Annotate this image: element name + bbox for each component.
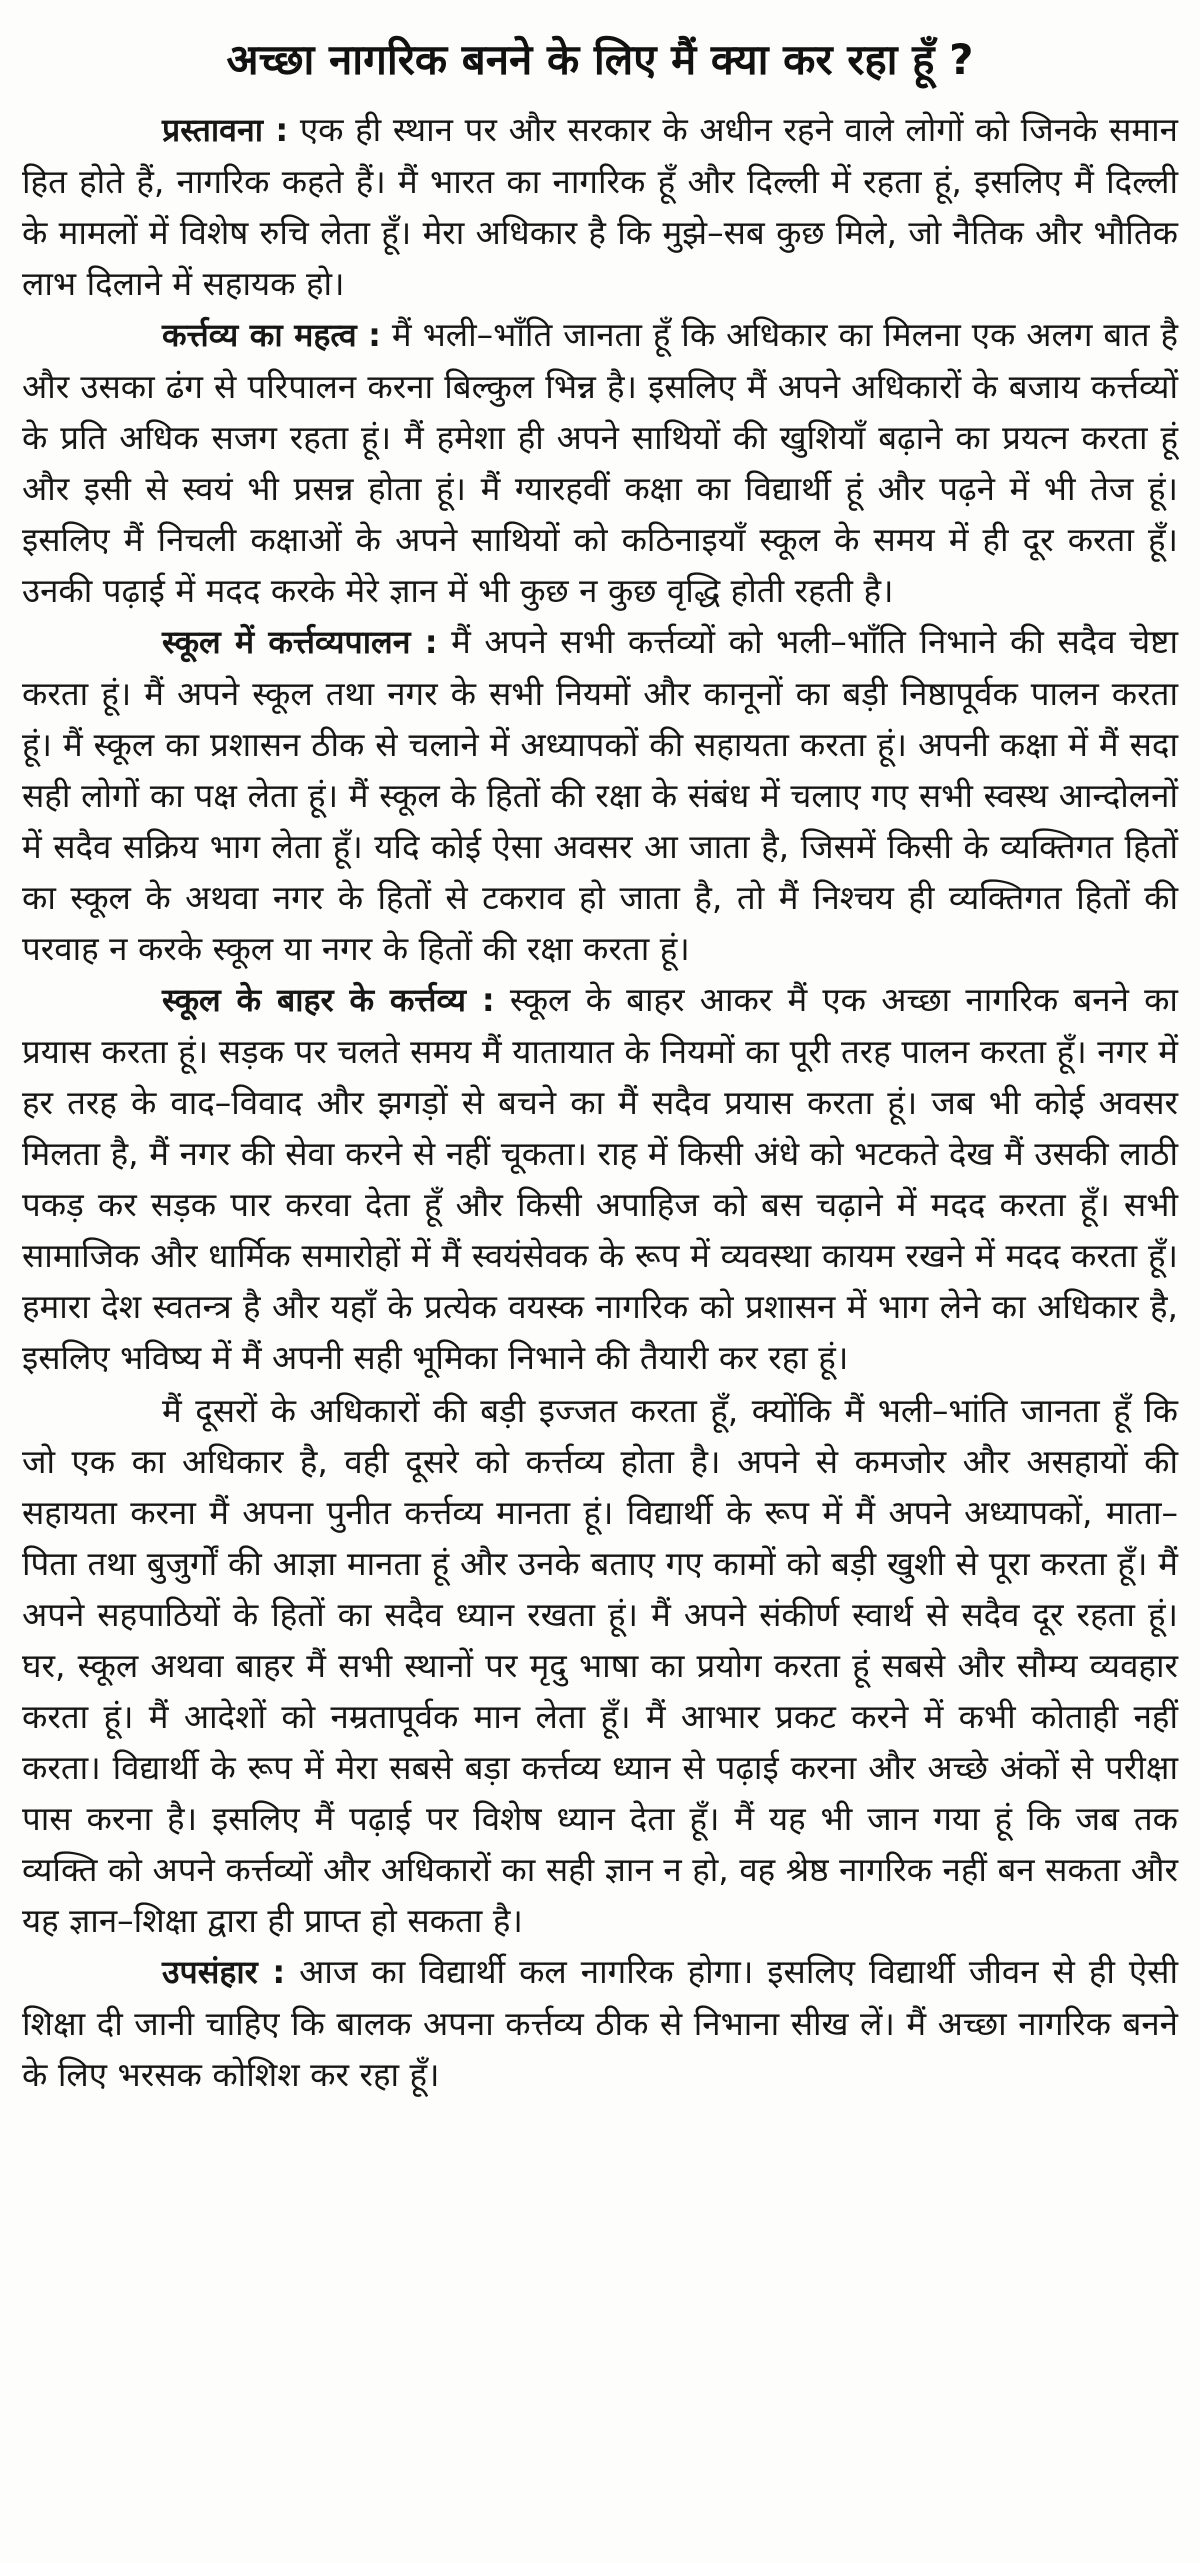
text-duty-importance: मैं भली–भाँति जानता हूँ कि अधिकार का मिलना एक अलग बात है और उसका ढंग से परिपालन करना बिल्कुल भिन्न है। इसलिए मैं अपने अधिकारों के बजाय कर्त्तव्यों के प्रति अधिक सजग रहता हूं। मैं हमेशा ही अपने साथियों की खुशियाँ बढ़ाने का प्रयत्न करता हूं और इसी से स्वयं भी प्रसन्न होता हूं। मैं ग्यारहवीं कक्षा का विद्यार्थी हूं और पढ़ने में भी तेज हूं। इसलिए मैं निचली कक्षाओं के अपने साथियों को कठिनाइयाँ स्कूल के समय में ही दूर करता हूँ। उनकी पढ़ाई में मदद करके मेरे ज्ञान में भी कुछ न कुछ वृद्धि होती रहती है। [22,315,1178,610]
text-school-duties: मैं अपने सभी कर्त्तव्यों को भली–भाँति निभाने की सदैव चेष्टा करता हूं। मैं अपने स्कूल तथा नगर के सभी नियमों और कानूनों का बड़ी निष्ठापूर्वक पालन करता हूं। मैं स्कूल का प्रशासन ठीक से चलाने में अध्यापकों की सहायता करता हूं। अपनी कक्षा में मैं सदा सही लोगों का पक्ष लेता हूं। मैं स्कूल के हितों की रक्षा के संबंध में चलाए गए सभी स्वस्थ आन्दोलनों में सदैव सक्रिय भाग लेता हूँ। यदि कोई ऐसा अवसर आ जाता है, जिसमें किसी के व्यक्तिगत हितों का स्कूल के अथवा नगर के हितों से टकराव हो जाता है, तो मैं निश्चय ही व्यक्तिगत हितों की परवाह न करके स्कूल या नगर के हितों की रक्षा करता हूं। [22,622,1178,968]
text-rights-respect: मैं दूसरों के अधिकारों की बड़ी इज्जत करता हूँ, क्योंकि मैं भली–भांति जानता हूँ कि जो एक का अधिकार है, वही दूसरे को कर्त्तव्य होता है। अपने से कमजोर और असहायों की सहायता करना मैं अपना पुनीत कर्त्तव्य मानता हूं। विद्यार्थी के रूप में मैं अपने अध्यापकों, माता–पिता तथा बुजुर्गों की आज्ञा मानता हूं और उनके बताए गए कामों को बड़ी खुशी से पूरा करता हूँ। मैं अपने सहपाठियों के हितों का सदैव ध्यान रखता हूं। मैं अपने संकीर्ण स्वार्थ से सदैव दूर रहता हूं। घर, स्कूल अथवा बाहर मैं सभी स्थानों पर मृदु भाषा का प्रयोग करता हूं सबसे और सौम्य व्यवहार करता हूं। मैं आदेशों को नम्रतापूर्वक मान लेता हूँ। मैं आभार प्रकट करने में कभी कोताही नहीं करता। विद्यार्थी के रूप में मेरा सबसे बड़ा कर्त्तव्य ध्यान से पढ़ाई करना और अच्छे अंकों से परीक्षा पास करना है। इसलिए मैं पढ़ाई पर विशेष ध्यान देता हूँ। मैं यह भी जान गया हूं कि जब तक व्यक्ति को अपने कर्त्तव्यों और अधिकारों का सही ज्ञान न हो, वह श्रेष्ठ नागरिक नहीं बन सकता और यह ज्ञान–शिक्षा द्वारा ही प्राप्त हो सकता है। [22,1391,1178,1940]
heading-conclusion: उपसंहार : [162,1953,286,1991]
heading-duty-importance: कर्त्तव्य का महत्व : [162,316,381,354]
paragraph-introduction [22,104,1178,309]
paragraph-rights-respect [22,1385,1178,1946]
text-conclusion: आज का विद्यार्थी कल नागरिक होगा। इसलिए विद्यार्थी जीवन से ही ऐसी शिक्षा दी जानी चाहिए कि बालक अपना कर्त्तव्य ठीक से निभाना सीख लें। मैं अच्छा नागरिक बनने के लिए भरसक कोशिश कर रहा हूँ। [22,1952,1178,2094]
text-introduction: एक ही स्थान पर और सरकार के अधीन रहने वाले लोगों को जिनके समान हित होते हैं, नागरिक कहते हैं। मैं भारत का नागरिक हूँ और दिल्ली में रहता हूं, इसलिए मैं दिल्ली के मामलों में विशेष रुचि लेता हूँ। मेरा अधिकार है कि मुझे–सब कुछ मिले, जो नैतिक और भौतिक लाभ दिलाने में सहायक हो। [22,110,1178,303]
text-outside-duties: स्कूल के बाहर आकर मैं एक अच्छा नागरिक बनने का प्रयास करता हूं। सड़क पर चलते समय मैं यातायात के नियमों का पूरी तरह पालन करता हूँ। नगर में हर तरह के वाद–विवाद और झगड़ों से बचने का मैं सदैव प्रयास करता हूं। जब भी कोई अवसर मिलता है, मैं नगर की सेवा करने से नहीं चूकता। राह में किसी अंधे को भटकते देख मैं उसकी लाठी पकड़ कर सड़क पार करवा देता हूँ और किसी अपाहिज को बस चढ़ाने में मदद करता हूँ। सभी सामाजिक और धार्मिक समारोहों में मैं स्वयंसेवक के रूप में व्यवस्था कायम रखने में मदद करता हूँ। हमारा देश स्वतन्त्र है और यहाँ के प्रत्येक वयस्क नागरिक को प्रशासन में भाग लेने का अधिकार है, इसलिए भविष्य में मैं अपनी सही भूमिका निभाने की तैयारी कर रहा हूं। [22,980,1178,1377]
paragraph-duty-importance [22,309,1178,616]
heading-outside-duties: स्कूल के बाहर के कर्त्तव्य : [162,981,495,1019]
paragraph-conclusion [22,1946,1178,2100]
essay-title: अच्छा नागरिक बनने के लिए मैं क्या कर रहा हूँ ? [226,35,974,84]
heading-introduction: प्रस्तावना : [162,111,289,149]
heading-school-duties: स्कूल में कर्त्तव्यपालन : [162,623,438,661]
paragraph-outside-duties [22,974,1178,1383]
paragraph-school-duties [22,616,1178,974]
